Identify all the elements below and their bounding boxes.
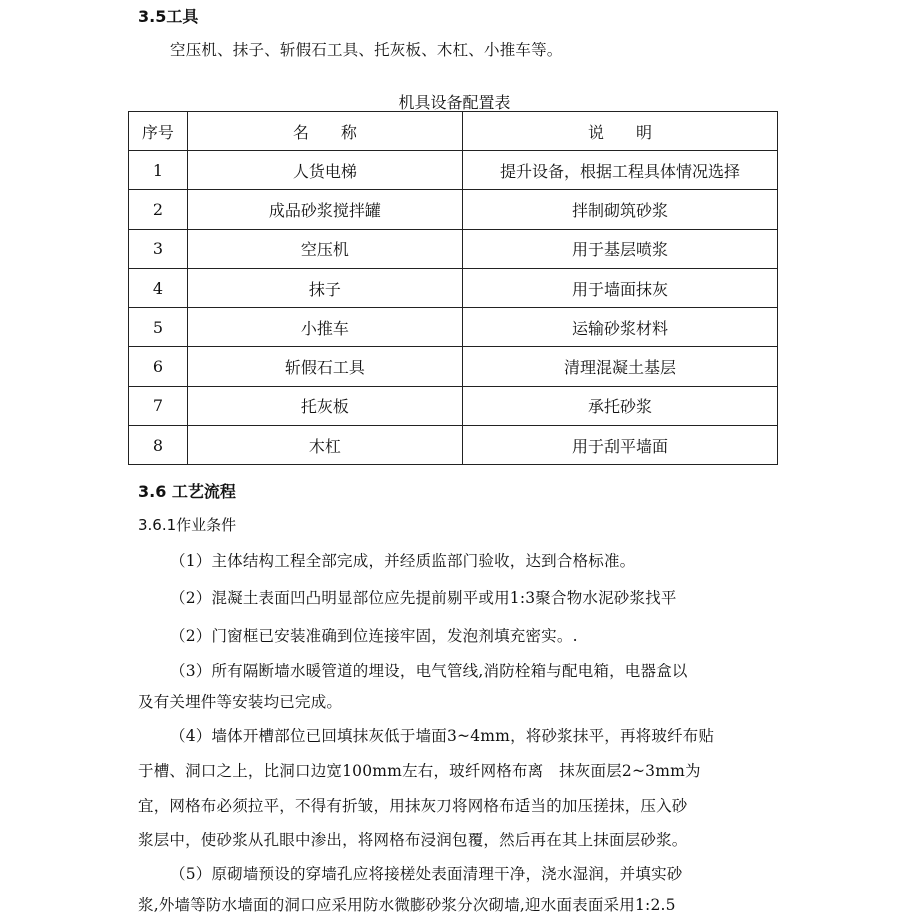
paragraph-line: 浆层中，使砂浆从孔眼中渗出，将网格布浸润包覆，然后再在其上抹面层砂浆。 bbox=[138, 831, 688, 849]
table-row bbox=[129, 308, 778, 347]
tools-list-text: 空压机、抹子、斩假石工具、托灰板、木杠、小推车等。 bbox=[170, 41, 563, 59]
paragraph-line: 浆,外墙等防水墙面的洞口应采用防水微膨砂浆分次砌墙,迎水面表面采用1:2.5 bbox=[138, 896, 676, 914]
subsection-heading-conditions: 3.6.1作业条件 bbox=[138, 516, 237, 534]
table-row bbox=[129, 386, 778, 425]
equipment-table bbox=[128, 111, 778, 465]
header-name: 名 称 bbox=[187, 112, 462, 151]
cell-desc: 用于基层喷浆 bbox=[462, 229, 777, 268]
cell-no: 3 bbox=[129, 229, 188, 268]
paragraph-line: （3）所有隔断墙水暖管道的埋设，电气管线,消防栓箱与配电箱，电器盒以 bbox=[170, 662, 688, 680]
cell-desc: 承托砂浆 bbox=[462, 386, 777, 425]
table-row bbox=[129, 347, 778, 386]
section-heading-process: 3.6 工艺流程 bbox=[138, 482, 236, 501]
table-row bbox=[129, 426, 778, 465]
cell-name: 托灰板 bbox=[187, 386, 462, 425]
table-caption: 机具设备配置表 bbox=[398, 93, 511, 112]
cell-name: 空压机 bbox=[187, 229, 462, 268]
cell-no: 8 bbox=[129, 426, 188, 465]
cell-desc: 用于墙面抹灰 bbox=[462, 268, 777, 307]
paragraph-line: （2）门窗框已安装准确到位连接牢固，发泡剂填充密实。. bbox=[170, 627, 578, 645]
header-desc: 说 明 bbox=[462, 112, 777, 151]
cell-desc: 运输砂浆材料 bbox=[462, 308, 777, 347]
paragraph-line: （4）墙体开槽部位已回填抹灰低于墙面3~4mm，将砂浆抹平，再将玻纤布贴 bbox=[170, 727, 715, 745]
table-row bbox=[129, 151, 778, 190]
table-row bbox=[129, 229, 778, 268]
header-no: 序号 bbox=[129, 112, 188, 151]
cell-desc: 清理混凝土基层 bbox=[462, 347, 777, 386]
paragraph-line: （2）混凝土表面凹凸明显部位应先提前剔平或用1:3聚合物水泥砂浆找平 bbox=[170, 589, 677, 607]
cell-desc: 用于刮平墙面 bbox=[462, 426, 777, 465]
section-heading-tools: 3.5工具 bbox=[138, 7, 199, 26]
cell-desc: 拌制砌筑砂浆 bbox=[462, 190, 777, 229]
paragraph-line: 宜，网格布必须拉平，不得有折皱，用抹灰刀将网格布适当的加压搓抹，压入砂 bbox=[138, 797, 688, 815]
cell-name: 木杠 bbox=[187, 426, 462, 465]
table-header-row bbox=[129, 112, 778, 151]
paragraph-line: 于槽、洞口之上，比洞口边宽100mm左右，玻纤网格布离 抹灰面层2~3mm为 bbox=[138, 762, 701, 780]
cell-name: 小推车 bbox=[187, 308, 462, 347]
cell-no: 4 bbox=[129, 268, 188, 307]
table-row bbox=[129, 190, 778, 229]
cell-no: 5 bbox=[129, 308, 188, 347]
paragraph-line: 及有关埋件等安装均已完成。 bbox=[138, 693, 343, 711]
paragraph-line: （1）主体结构工程全部完成，并经质监部门验收，达到合格标准。 bbox=[170, 552, 636, 570]
cell-desc: 提升设备，根据工程具体情况选择 bbox=[462, 151, 777, 190]
table-row bbox=[129, 268, 778, 307]
cell-no: 2 bbox=[129, 190, 188, 229]
paragraph-line: （5）原砌墙预设的穿墙孔应将接槎处表面清理干净，浇水湿润，并填实砂 bbox=[170, 865, 683, 883]
cell-name: 斩假石工具 bbox=[187, 347, 462, 386]
cell-no: 1 bbox=[129, 151, 188, 190]
cell-name: 成品砂浆搅拌罐 bbox=[187, 190, 462, 229]
cell-name: 人货电梯 bbox=[187, 151, 462, 190]
cell-no: 7 bbox=[129, 386, 188, 425]
cell-no: 6 bbox=[129, 347, 188, 386]
cell-name: 抹子 bbox=[187, 268, 462, 307]
